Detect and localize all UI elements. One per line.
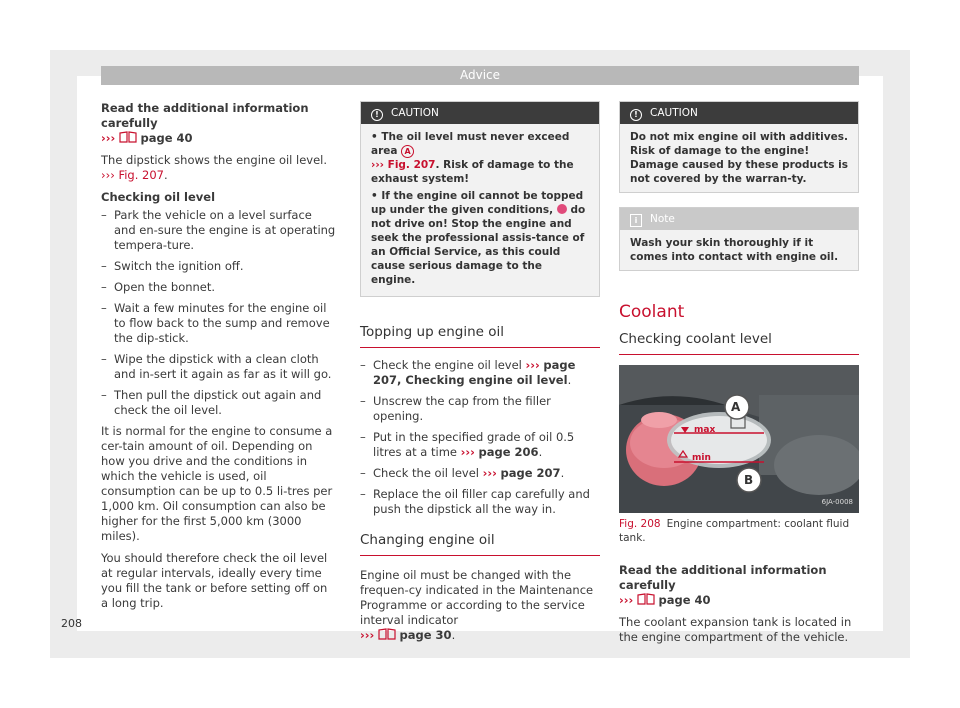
caution-bullet-1: • The oil level must never exceed area A ››› Fig. 207. Risk of damage to the exhaust system! [371,131,574,185]
list-item: – Check the oil level ››› page 207. [360,466,600,481]
figure-code: 6JA-0008 [821,498,853,506]
topping-steps-list [360,358,600,517]
checking-steps-list [101,208,337,418]
min-label: min [692,453,711,463]
page-206-link[interactable]: page 206 [478,445,539,459]
book-icon [637,593,655,605]
page-40-link[interactable]: page 40 [658,593,711,607]
expansion-tank-text: The coolant expansion tank is located in the engine compartment of the vehicle. [619,615,852,644]
read-more-ref[interactable]: page 40 [140,131,193,145]
section-header: Advice [101,66,859,85]
checking-coolant-heading: Checking coolant level [619,332,859,355]
caution-bullet-2: • If the engine oil cannot be topped up under the given conditions, do not drive on! Stop the engine and seek the professional assis-tance of an Official Service, as this could cause serious damage to the engine. [371,190,586,286]
stop-warning-icon [557,204,567,214]
list-item: – Then pull the dipstick out again and check the oil level. [101,388,337,418]
caution-box-additives [619,101,859,193]
caution-box-oil-level [360,101,600,297]
caution-text: Do not mix engine oil with additives. Risk of damage to the engine! Damage caused by these products is not covered by the warran-ty. [630,131,849,185]
list-item: – Open the bonnet. [101,280,337,295]
note-box [619,207,859,271]
column-2 [360,101,600,650]
dipstick-text: The dipstick shows the engine oil level. [101,153,328,167]
marker-a: A [731,400,741,414]
list-item: – Wipe the dipstick with a clean cloth and in-sert it again as far as it will go. [101,352,337,382]
figure-caption: Fig. 208 Engine compartment: coolant fluid tank. [619,518,850,544]
list-item: – Put in the specified grade of oil 0.5 litres at a time ››› page 206. [360,430,600,460]
fig-207-link[interactable]: Fig. 207 [118,168,164,182]
figure-label: Fig. 208 [619,518,661,530]
note-label: Note [650,213,675,225]
page-207-link[interactable]: page 207, Checking engine oil level [373,358,576,387]
max-label: max [694,425,716,435]
page-number: 208 [61,617,82,630]
list-item: – Wait a few minutes for the engine oil to flow back to the sump and remove the dip-stick. [101,301,337,346]
page-30-link[interactable]: page 30 [399,628,452,642]
list-item: – Park the vehicle on a level surface and en-sure the engine is at operating tempera-ture. [101,208,337,253]
book-icon [119,131,137,143]
list-item: – Check the engine oil level ››› page 207, Checking engine oil level. [360,358,600,388]
caution-label: CAUTION [650,107,698,119]
topping-up-heading: Topping up engine oil [360,325,600,348]
checking-oil-heading: Checking oil level [101,190,216,204]
note-text: Wash your skin thoroughly if it comes into contact with engine oil. [630,237,839,263]
changing-oil-paragraph: Engine oil must be changed with the frequen-cy indicated in the Maintenance Programme or according to the service interval indicator ››› page 30. [360,568,594,642]
changing-oil-heading: Changing engine oil [360,533,600,556]
column-1: Read the additional information carefully ››› page 40 The dipstick shows the engine oil level. ››› Fig. 207. Checking oil level – Park the vehicle on a level surface and en-sure the engine is at operating tempera-ture. – Switch the ignition off. – Open the bonnet. – Wait a few minutes for the engine oil to flow back to the sump and remove the dip-stick. – Wipe the dipstick with a clean cloth and in-sert it again as far as it will go. – Then pull the dipstick out again and check the oil level. It is normal for the engine to consume a cer-tain amount of oil. Depending on how you drive and the conditions in which the vehicle is used, oil consumption can be up to 0.5 li-tres per 1,000 km. Oil consumption can also be higher for the first 5,000 km (3000 miles). You should therefore check the oil level at regular intervals, ideally every time you fill the tank or before setting off on a long trip. [101,101,337,618]
read-more-label: Read the additional information carefully [619,563,827,592]
page-207-link[interactable]: page 207 [500,466,561,480]
column-3: ! CAUTION Do not mix engine oil with additives. Risk of damage to the engine! Damage caused by these products is not covered by the warran-ty. i Note Wash your skin thoroughly if it comes into contact with engine oil. Coolant Checking coolant level max min A B 6JA-0008 Fig. 208 Engine compartment: coolant fluid tank. Read the additional information carefully ››› page 40 The coolant expansion tank is located in the engine compartment of the vehicle. [619,101,859,652]
oil-consumption-paragraph: It is normal for the engine to consume a cer-tain amount of oil. Depending on how you drive and the conditions in which the vehicle is used, oil consumption can be up to 0.5 li-tres per 1,000 km. Oil consumption can also be higher for the first 5,000 km (3000 miles). [101,424,333,543]
read-more-label: Read the additional information carefully [101,101,309,130]
info-icon: i [630,214,642,227]
coolant-tank-figure [619,365,859,513]
book-icon [378,628,396,640]
caution-icon: ! [630,109,642,121]
list-item: – Switch the ignition off. [101,259,337,274]
caution-icon: ! [371,109,383,121]
coolant-heading: Coolant [619,302,685,322]
area-a-marker: A [401,145,414,158]
list-item: – Unscrew the cap from the filler opening. [360,394,600,424]
fig-207-link[interactable]: Fig. 207 [387,159,436,171]
caution-label: CAUTION [391,107,439,119]
marker-b: B [744,473,754,487]
list-item: – Replace the oil filler cap carefully and push the dipstick all the way in. [360,487,600,517]
coolant-tank-illustration [619,365,859,513]
check-regularly-paragraph: You should therefore check the oil level at regular intervals, ideally every time you fill the tank or before setting off on a long trip. [101,551,328,610]
